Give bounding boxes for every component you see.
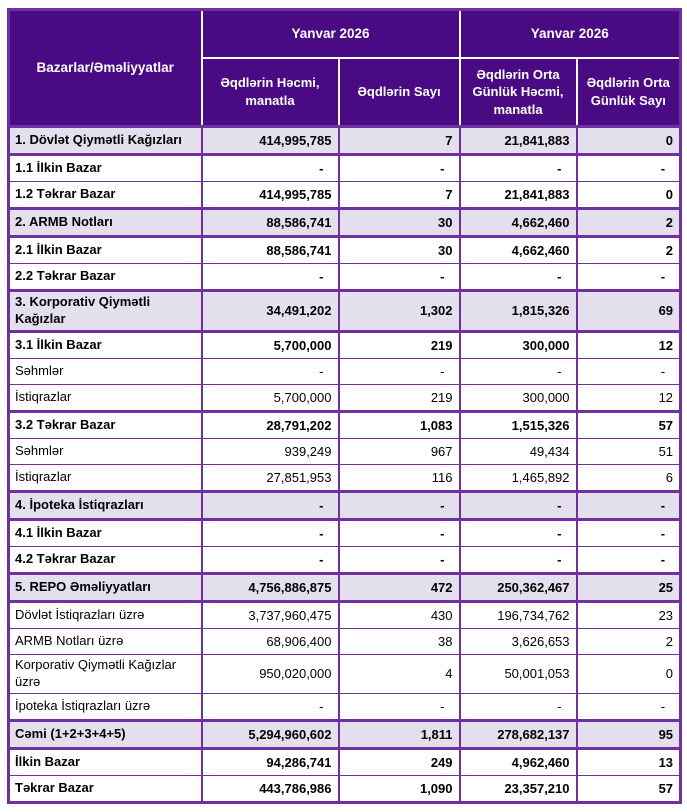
col-header-deal-count: Əqdlərin Sayı: [339, 58, 460, 127]
value-cell: -: [460, 155, 577, 182]
value-cell: 219: [339, 384, 460, 411]
value-cell: 4,662,460: [460, 209, 577, 237]
table-row: [9, 438, 681, 464]
table-row: [9, 331, 681, 358]
row-label: Korporativ Qiymətli Kağızlar üzrə: [9, 654, 202, 693]
value-cell: 34,491,202: [202, 291, 339, 332]
value-cell: 5,294,960,602: [202, 720, 339, 748]
row-label: Səhmlər: [9, 438, 202, 464]
value-cell: 5,700,000: [202, 331, 339, 358]
value-cell: 23,357,210: [460, 775, 577, 802]
value-cell: 12: [577, 384, 681, 411]
value-cell: -: [577, 491, 681, 519]
row-label: İpoteka İstiqrazları üzrə: [9, 693, 202, 720]
value-cell: -: [460, 519, 577, 546]
table-row: [9, 654, 681, 693]
value-cell: -: [577, 546, 681, 573]
value-cell: -: [460, 693, 577, 720]
value-cell: 430: [339, 601, 460, 628]
table-row: [9, 775, 681, 802]
row-label: 4.2 Təkrar Bazar: [9, 546, 202, 573]
table-row: [9, 720, 681, 748]
value-cell: 472: [339, 573, 460, 601]
value-cell: 278,682,137: [460, 720, 577, 748]
row-label: ARMB Notları üzrə: [9, 628, 202, 654]
value-cell: -: [577, 155, 681, 182]
value-cell: 967: [339, 438, 460, 464]
value-cell: 196,734,762: [460, 601, 577, 628]
value-cell: 88,586,741: [202, 209, 339, 237]
table-row: [9, 491, 681, 519]
value-cell: -: [339, 264, 460, 291]
value-cell: 2: [577, 237, 681, 264]
value-cell: 69: [577, 291, 681, 332]
row-label: Dövlət İstiqrazları üzrə: [9, 601, 202, 628]
value-cell: -: [202, 358, 339, 384]
value-cell: 30: [339, 237, 460, 264]
value-cell: 94,286,741: [202, 748, 339, 775]
row-label: İstiqrazlar: [9, 464, 202, 491]
value-cell: -: [577, 693, 681, 720]
value-cell: 1,465,892: [460, 464, 577, 491]
row-label: Cəmi (1+2+3+4+5): [9, 720, 202, 748]
row-label: 2.2 Təkrar Bazar: [9, 264, 202, 291]
header-group-row: [9, 10, 681, 59]
value-cell: 1,515,326: [460, 411, 577, 438]
value-cell: -: [339, 155, 460, 182]
value-cell: 4: [339, 654, 460, 693]
table-row: [9, 291, 681, 332]
value-cell: 414,995,785: [202, 127, 339, 155]
row-label: İlkin Bazar: [9, 748, 202, 775]
table-body: [9, 127, 681, 803]
col-header-deal-volume: Əqdlərin Həcmi, manatla: [202, 58, 339, 127]
value-cell: 51: [577, 438, 681, 464]
row-label: 3.2 Təkrar Bazar: [9, 411, 202, 438]
row-label: 3.1 İlkin Bazar: [9, 331, 202, 358]
row-label: Təkrar Bazar: [9, 775, 202, 802]
value-cell: 21,841,883: [460, 127, 577, 155]
group-header-period-2: Yanvar 2026: [460, 10, 681, 59]
value-cell: 250,362,467: [460, 573, 577, 601]
value-cell: -: [339, 491, 460, 519]
table-row: [9, 358, 681, 384]
col-header-avg-daily-volume: Əqdlərin Orta Günlük Həcmi, manatla: [460, 58, 577, 127]
value-cell: 1,811: [339, 720, 460, 748]
value-cell: -: [202, 519, 339, 546]
table-row: [9, 748, 681, 775]
row-label: Səhmlər: [9, 358, 202, 384]
value-cell: 414,995,785: [202, 182, 339, 209]
value-cell: 5,700,000: [202, 384, 339, 411]
value-cell: 3,737,960,475: [202, 601, 339, 628]
value-cell: 25: [577, 573, 681, 601]
table-row: [9, 546, 681, 573]
value-cell: 443,786,986: [202, 775, 339, 802]
value-cell: 0: [577, 182, 681, 209]
table-row: [9, 519, 681, 546]
value-cell: 3,626,653: [460, 628, 577, 654]
value-cell: 57: [577, 775, 681, 802]
market-operations-table: [7, 8, 682, 804]
value-cell: -: [339, 546, 460, 573]
group-header-period-1: Yanvar 2026: [202, 10, 460, 59]
row-label: 2.1 İlkin Bazar: [9, 237, 202, 264]
value-cell: 1,083: [339, 411, 460, 438]
value-cell: 88,586,741: [202, 237, 339, 264]
value-cell: 6: [577, 464, 681, 491]
value-cell: 300,000: [460, 331, 577, 358]
value-cell: 23: [577, 601, 681, 628]
value-cell: -: [339, 358, 460, 384]
table-row: [9, 601, 681, 628]
row-label: 1.1 İlkin Bazar: [9, 155, 202, 182]
row-label: 4. İpoteka İstiqrazları: [9, 491, 202, 519]
row-label: 3. Korporativ Qiymətli Kağızlar: [9, 291, 202, 332]
value-cell: 939,249: [202, 438, 339, 464]
value-cell: 28,791,202: [202, 411, 339, 438]
table-row: [9, 237, 681, 264]
value-cell: 0: [577, 127, 681, 155]
value-cell: 95: [577, 720, 681, 748]
value-cell: -: [460, 491, 577, 519]
table-row: [9, 264, 681, 291]
value-cell: 4,662,460: [460, 237, 577, 264]
table-row: [9, 155, 681, 182]
table-row: [9, 464, 681, 491]
value-cell: 7: [339, 127, 460, 155]
value-cell: -: [202, 264, 339, 291]
value-cell: -: [202, 155, 339, 182]
value-cell: 249: [339, 748, 460, 775]
value-cell: 300,000: [460, 384, 577, 411]
value-cell: 116: [339, 464, 460, 491]
value-cell: -: [339, 519, 460, 546]
value-cell: 21,841,883: [460, 182, 577, 209]
table-row: [9, 182, 681, 209]
table-row: [9, 209, 681, 237]
value-cell: 30: [339, 209, 460, 237]
table-row: [9, 693, 681, 720]
table-row: [9, 628, 681, 654]
value-cell: 1,302: [339, 291, 460, 332]
value-cell: 4,962,460: [460, 748, 577, 775]
row-label: 5. REPO Əməliyyatları: [9, 573, 202, 601]
value-cell: 38: [339, 628, 460, 654]
value-cell: 2: [577, 628, 681, 654]
row-label: İstiqrazlar: [9, 384, 202, 411]
value-cell: -: [460, 358, 577, 384]
table-row: [9, 384, 681, 411]
value-cell: -: [577, 358, 681, 384]
value-cell: 12: [577, 331, 681, 358]
table-row: [9, 411, 681, 438]
value-cell: 50,001,053: [460, 654, 577, 693]
value-cell: -: [577, 519, 681, 546]
value-cell: 219: [339, 331, 460, 358]
value-cell: 49,434: [460, 438, 577, 464]
row-label: 4.1 İlkin Bazar: [9, 519, 202, 546]
value-cell: -: [577, 264, 681, 291]
value-cell: -: [460, 264, 577, 291]
value-cell: 57: [577, 411, 681, 438]
value-cell: 0: [577, 654, 681, 693]
value-cell: -: [202, 491, 339, 519]
value-cell: 1,090: [339, 775, 460, 802]
value-cell: -: [339, 693, 460, 720]
value-cell: -: [202, 546, 339, 573]
value-cell: 68,906,400: [202, 628, 339, 654]
value-cell: 1,815,326: [460, 291, 577, 332]
table-row: [9, 127, 681, 155]
value-cell: 2: [577, 209, 681, 237]
value-cell: -: [202, 693, 339, 720]
value-cell: 4,756,886,875: [202, 573, 339, 601]
value-cell: 950,020,000: [202, 654, 339, 693]
row-label: 2. ARMB Notları: [9, 209, 202, 237]
value-cell: 7: [339, 182, 460, 209]
value-cell: 27,851,953: [202, 464, 339, 491]
row-label: 1. Dövlət Qiymətli Kağızları: [9, 127, 202, 155]
col-header-avg-daily-count: Əqdlərin Orta Günlük Sayı: [577, 58, 681, 127]
row-label: 1.2 Təkrar Bazar: [9, 182, 202, 209]
corner-header-markets-operations: Bazarlar/Əməliyyatlar: [9, 10, 202, 127]
table-row: [9, 573, 681, 601]
value-cell: 13: [577, 748, 681, 775]
value-cell: -: [460, 546, 577, 573]
